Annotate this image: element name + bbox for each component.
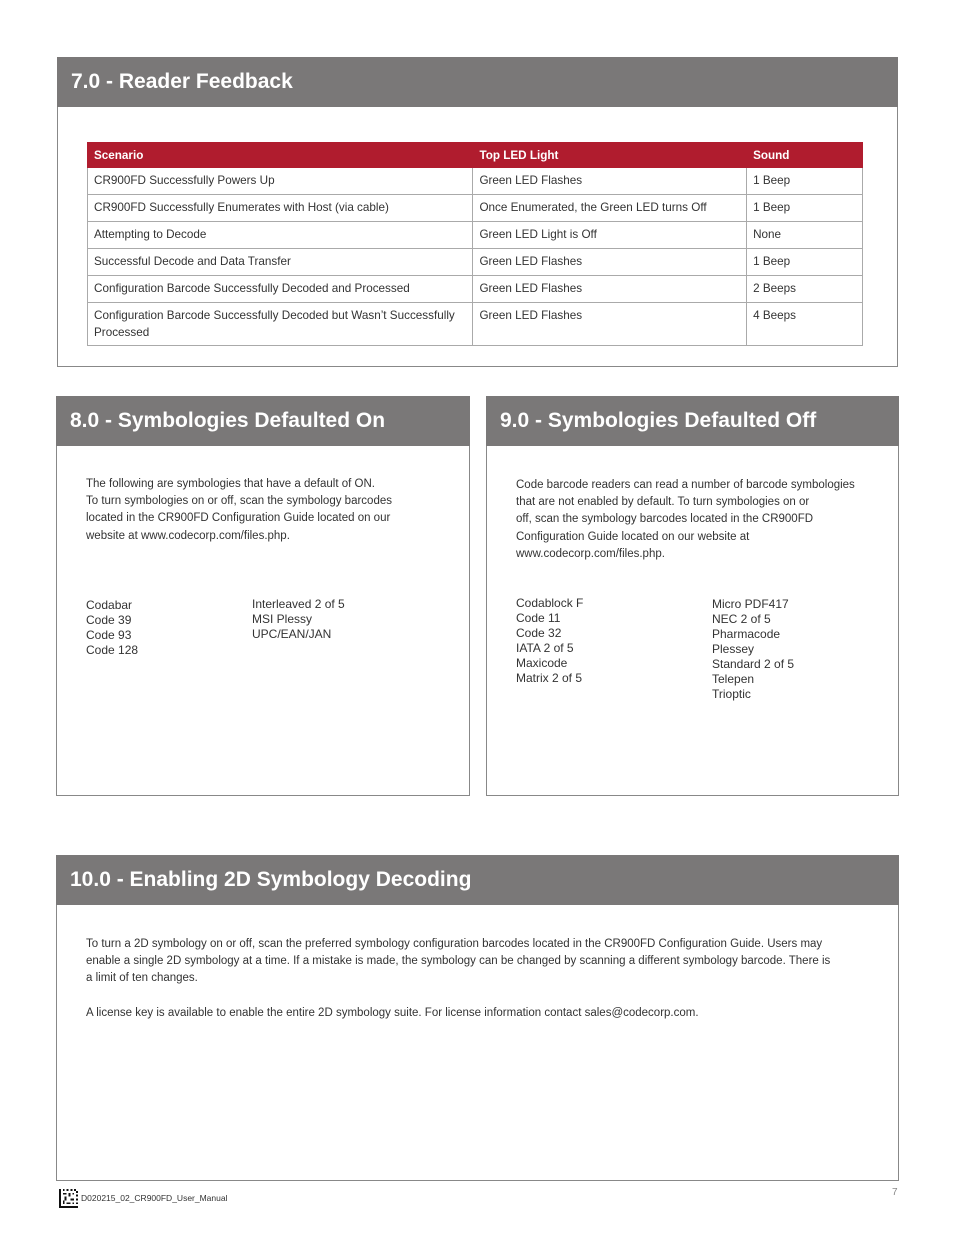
led-cell: Green LED Flashes [473,249,747,276]
intro-line: Configuration Guide located on our website at [516,530,750,543]
reader-feedback-table [87,142,863,346]
table-row [88,303,863,346]
list-item: MSI Plessy [252,612,313,626]
list-item: Codablock F [516,596,584,610]
section-8-intro [86,476,456,545]
led-cell: Green LED Flashes [473,168,747,195]
symbologies-off-section [486,396,899,796]
scenario-cell: Successful Decode and Data Transfer [88,249,473,276]
list-item: Code 39 [86,613,132,627]
section-10-paragraph-1 [86,936,886,988]
led-cell: Once Enumerated, the Green LED turns Off [473,195,747,222]
list-item: Codabar [86,598,133,612]
scenario-cell: Attempting to Decode [88,222,473,249]
table-row [88,276,863,303]
led-cell: Green LED Light is Off [473,222,747,249]
intro-line: To turn symbologies on or off, scan the symbology barcodes [86,495,392,508]
paragraph-line: a limit of ten changes. [86,972,198,985]
symbology-list-off-col2 [712,597,794,702]
list-item: Interleaved 2 of 5 [252,597,345,611]
scenario-cell: CR900FD Successfully Powers Up [88,168,473,195]
section-9-title: 9.0 - Symbologies Defaulted Off [486,396,899,446]
intro-line: that are not enabled by default. To turn symbologies on or [516,496,810,509]
led-cell: Green LED Flashes [473,276,747,303]
list-item: Code 32 [516,626,562,640]
list-item: Telepen [712,672,755,686]
table-header-row [88,143,863,168]
list-item: Plessey [712,642,755,656]
list-item: Pharmacode [712,627,781,641]
symbology-list-on-col1 [86,598,138,658]
list-item: Maxicode [516,656,568,670]
sound-cell: 1 Beep [747,195,863,222]
list-item: UPC/EAN/JAN [252,627,332,641]
list-item: Standard 2 of 5 [712,657,795,671]
sound-cell: None [747,222,863,249]
list-item: Code 11 [516,611,561,625]
paragraph-line: A license key is available to enable the entire 2D symbology suite. For license information contact sales@codecorp.com. [86,1007,699,1019]
enabling-2d-section [56,855,899,1181]
section-8-title: 8.0 - Symbologies Defaulted On [56,396,470,446]
symbology-list-off-col1 [516,596,583,686]
list-item: IATA 2 of 5 [516,641,574,655]
list-item: Code 128 [86,643,139,657]
column-header-scenario: Scenario [88,143,473,168]
paragraph-line: enable a single 2D symbology at a time. If a mistake is made, the symbology can be changed by scanning a different symbology barcode. There is [86,955,831,968]
intro-line: off, scan the symbology barcodes located in the CR900FD [516,513,814,526]
sound-cell: 4 Beeps [747,303,863,346]
symbologies-on-section [56,396,470,796]
list-item: Matrix 2 of 5 [516,671,583,685]
scenario-cell: CR900FD Successfully Enumerates with Host (via cable) [88,195,473,222]
page-number: 7 [892,1187,898,1198]
table-row [88,195,863,222]
reader-feedback-section [57,57,898,367]
list-item: Trioptic [712,687,751,701]
column-header-led: Top LED Light [473,143,747,168]
intro-line: The following are symbologies that have a default of ON. [86,478,375,490]
sound-cell: 2 Beeps [747,276,863,303]
paragraph-line: To turn a 2D symbology on or off, scan the preferred symbology configuration barcodes located in the CR900FD Configuration Guide. Users may [86,938,823,950]
column-header-sound: Sound [747,143,863,168]
qr-code-icon [59,1189,78,1208]
section-7-title: 7.0 - Reader Feedback [57,57,898,107]
section-10-title: 10.0 - Enabling 2D Symbology Decoding [56,855,899,905]
intro-line: www.codecorp.com/files.php. [516,547,665,560]
section-10-paragraph-2 [86,1005,886,1022]
intro-line: located in the CR900FD Configuration Guide located on our [86,512,391,525]
list-item: Micro PDF417 [712,597,789,611]
intro-line: Code barcode readers can read a number of barcode symbologies [516,479,855,491]
list-item: NEC 2 of 5 [712,612,771,626]
sound-cell: 1 Beep [747,249,863,276]
table-row [88,168,863,195]
intro-line: website at www.codecorp.com/files.php. [86,529,290,542]
symbology-list-on-col2 [252,597,345,642]
list-item: Code 93 [86,628,132,642]
table-row [88,222,863,249]
section-9-intro [516,477,891,563]
scenario-cell: Configuration Barcode Successfully Decoded but Wasn’t Successfully Processed [88,303,473,346]
led-cell: Green LED Flashes [473,303,747,346]
table-row [88,249,863,276]
document-id: D020215_02_CR900FD_User_Manual [81,1193,228,1203]
sound-cell: 1 Beep [747,168,863,195]
scenario-cell: Configuration Barcode Successfully Decoded and Processed [88,276,473,303]
